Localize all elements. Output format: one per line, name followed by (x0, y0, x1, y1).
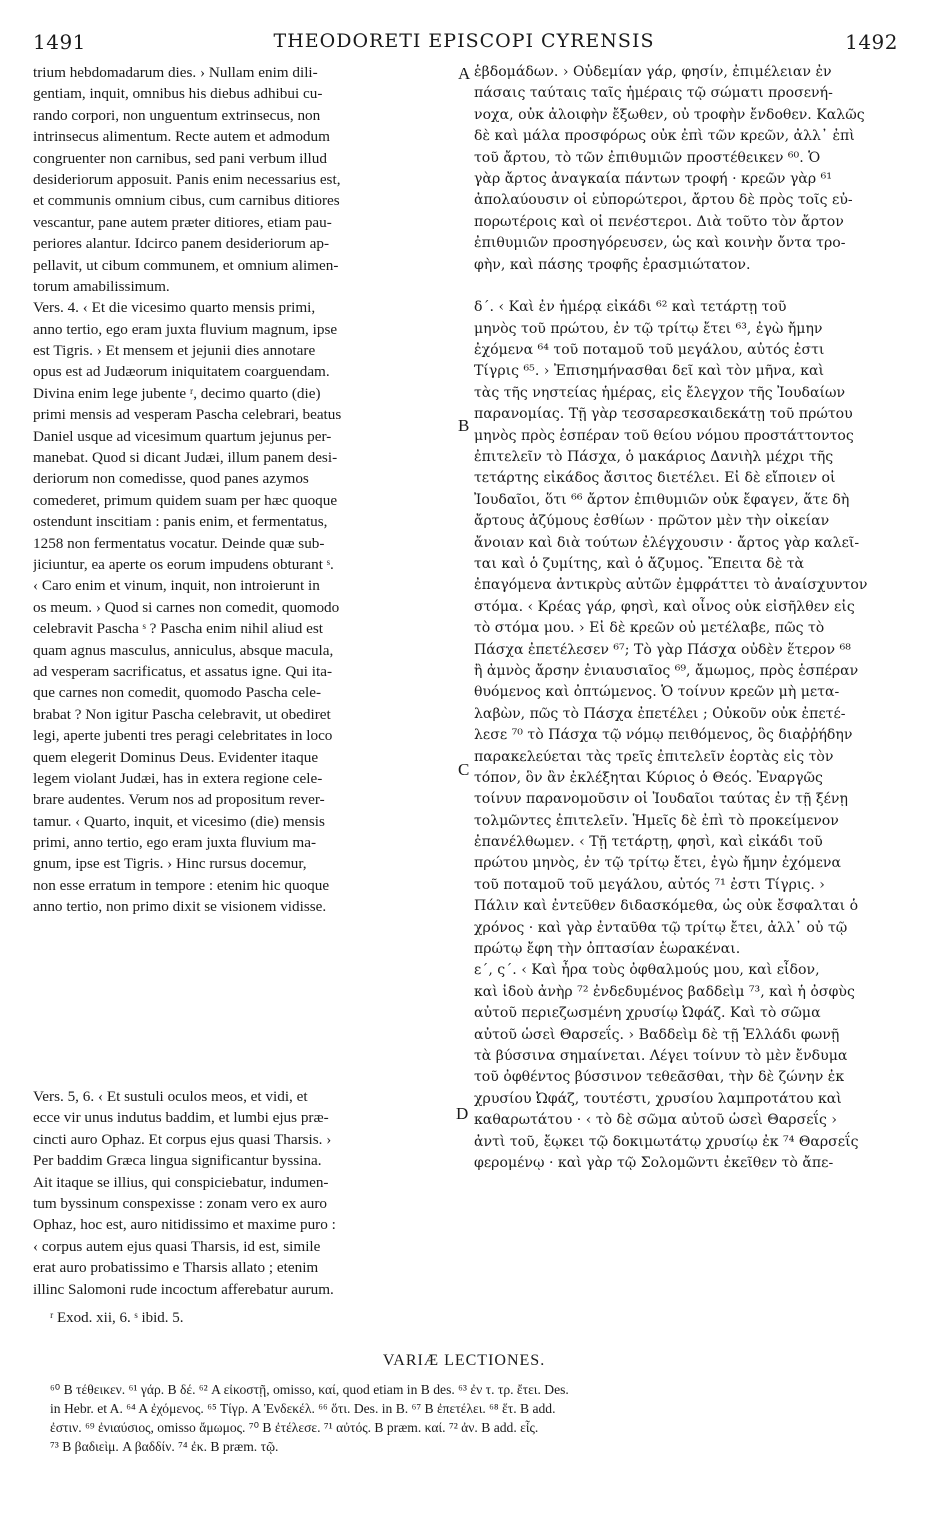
text-line: μηνὸς πρὸς ἑσπέραν τοῦ θείου νόμου προστάττοντος (474, 427, 854, 444)
text-line: os meum. › Quod si carnes non comedit, quomodo (33, 598, 340, 616)
text-line: Ait itaque se illius, qui conspiciebatur, indumen- (33, 1173, 329, 1191)
text-line: legi, aperte jubenti tres peragi celebritates in loco (33, 727, 333, 745)
text-line: ⁶⁰ B τέθεικεν. ⁶¹ γάρ. B δέ. ⁶² A εἰκοστῇ, omisso, καί, quod etiam in B des. ⁶³ ἐν τ. τρ. ἔτει. Des. (50, 1382, 569, 1397)
text-line: celebravit Pascha ˢ ? Pascha enim nihil aliud est (33, 620, 324, 638)
text-line: ε΄, ς΄. ‹ Καὶ ἦρα τοὺς ὀφθαλμούς μου, καὶ εἶδον, (474, 962, 820, 979)
text-line: νοχα, οὐκ ἀλοιφὴν ἔξωθεν, οὐ τροφὴν ἔνδοθεν. Καλῶς (474, 106, 865, 123)
text-line: erat auro probatissimo e Tharsis allato ; etenim (33, 1259, 319, 1277)
text-line: τὰ βύσσινα σημαίνεται. Λέγει τοίνυν τὸ μὲν ἔνδυμα (474, 1047, 848, 1064)
text-line: τολμῶντες ἐπιτελεῖν. Ἡμεῖς δὲ ἐπὶ τὸ προκείμενον (474, 812, 839, 829)
text-line: ἐπαγόμενα ἀντικρὺς αὐτῶν ἐμφράττει τὸ ἀναίσχυντον (474, 577, 868, 594)
text-line: Vers. 5, 6. ‹ Et sustuli oculos meos, et vidi, et (33, 1088, 308, 1105)
text-line: τὸ στόμα μου. › Εἰ δὲ κρεῶν οὐ μετέλαβε, πῶς τὸ (474, 620, 825, 637)
text-line (474, 276, 894, 297)
text-line: πρώτῳ ἔφη τὴν ὀπτασίαν ἑωρακέναι. (474, 941, 741, 958)
text-line: Daniel usque ad vicesimum quartum jejunus per- (33, 427, 332, 445)
text-line: gentiam, inquit, omnibus his diebus adhibui cu- (33, 85, 323, 103)
text-line: illinc Salomoni rude incoctum afferebatur aurum. (33, 1280, 334, 1298)
text-line: χρόνος · καὶ γὰρ ἐνταῦθα τῷ τρίτῳ ἔτει, ἀλλ᾽ οὐ τῷ (474, 919, 848, 936)
latin-column (33, 62, 451, 918)
text-line: Πάσχα ἐπετέλεσεν ⁶⁷; Τὸ γὰρ Πάσχα οὐδὲν ἕτερον ⁶⁸ (474, 641, 851, 658)
right-page-number: 1492 (845, 30, 898, 54)
text-line: intrinsecus alimentum. Recte autem et admodum (33, 128, 330, 146)
text-line: est Tigris. › Et mensem et jejunii dies annotare (33, 342, 316, 360)
text-line: ἀπολαύουσιν οἱ εὐπορώτεροι, ἄρτου δὲ πρὸς τοῖς εὐ- (474, 192, 853, 209)
footnote: ʳ Exod. xii, 6. ˢ ibid. 5. (50, 1310, 184, 1326)
margin-marker-c: C (458, 760, 470, 779)
text-line: χρυσίου Ὠφάζ, τουτέστι, χρυσίου λαμπροτάτου καὶ (474, 1090, 842, 1107)
text-line: ἐστιν. ⁶⁹ ἐνιαύσιος, omisso ἄμωμος. ⁷⁰ B ἐτέλεσε. ⁷¹ αὐτός. B præm. καί. ⁷² ἀν. B add. εἷς. (50, 1420, 539, 1435)
text-line: καθαρωτάτου · ‹ τὸ δὲ σῶμα αὐτοῦ ὡσεὶ Θαρσεΐς › (474, 1112, 838, 1129)
text-line: ται καὶ ὁ ζυμίτης, καὶ ὁ ἄζυμος. Ἔπειτα δὲ τὰ (474, 555, 805, 572)
text-line: λαβὼν, πῶς τὸ Πάσχα ἐπετέλει ; Οὐκοῦν οὐκ ἐπετέ- (474, 705, 846, 722)
text-line: πρώτου μηνὸς, ἐν τῷ τρίτῳ ἔτει, ἐγὼ ἤμην ἐχόμενα (474, 855, 841, 872)
text-line: Per baddim Græca lingua significantur byssina. (33, 1152, 322, 1170)
text-line: ἐχόμενα ⁶⁴ τοῦ ποταμοῦ τοῦ μεγάλου, αὐτός ἐστι (474, 342, 825, 359)
text-line: ἀντὶ τοῦ, ἔῳκει τῷ δοκιμωτάτῳ χρυσίῳ ἐκ ⁷⁴ Θαρσεΐς (474, 1133, 859, 1150)
text-line: γὰρ ἄρτος ἀναγκαία πάντων τροφή · κρεῶν γὰρ ⁶¹ (474, 170, 832, 187)
text-line: ecce vir unus indutus baddim, et lumbi ejus præ- (33, 1109, 329, 1127)
text-line: ἐπιτελεῖν τὸ Πάσχα, ὁ μακάριος Δανιὴλ μέχρι τῆς (474, 449, 834, 466)
text-line: tamur. ‹ Quarto, inquit, et vicesimo (die) mensis (33, 812, 325, 830)
text-line: et communis omnium cibus, cum carnibus ditiores (33, 192, 340, 210)
text-line: desideriorum apposuit. Panis enim necessarius est, (33, 170, 341, 188)
text-line: opus est ad Judæorum iniquitatem coarguendam. (33, 363, 330, 381)
text-line: periores alantur. Idcirco panem desideriorum ap- (33, 235, 330, 253)
running-title: THEODORETI EPISCOPI CYRENSIS (273, 30, 655, 52)
text-line: tum byssinum conspexisse : zonam vero ex auro (33, 1194, 327, 1212)
text-line: quem elegerit Dominus Deus. Evidenter itaque (33, 748, 319, 766)
latin-column-continued (33, 1086, 451, 1300)
text-line: rando corpori, non unguentum extrinsecus, non (33, 106, 321, 124)
margin-marker-b: B (458, 416, 470, 435)
text-line: τοῦ ὀφθέντος βύσσινον τεθεᾶσθαι, τὴν δὲ ζώνην ἐκ (474, 1069, 845, 1086)
text-line: ⁷³ B βαδιεὶμ. A βαδδίν. ⁷⁴ ἐκ. B præm. τῷ. (50, 1439, 279, 1454)
text-line: vescantur, pane autem præter ditiores, etiam pau- (33, 213, 332, 231)
text-line: τοίνυν παρανομοῦσιν οἱ Ἰουδαῖοι ταύτας ἐν τῇ ξένῃ (474, 791, 848, 808)
text-line: trium hebdomadarum dies. › Nullam enim dili- (33, 64, 318, 81)
text-line: 1258 non fermentatus vocatur. Deinde quæ sub- (33, 534, 325, 552)
text-line: ‹ Caro enim et vinum, inquit, non introierunt in (33, 577, 320, 595)
text-line: παρακελεύεται τὰς τρεῖς ἐπιτελεῖν ἑορτὰς εἰς τὸν (474, 748, 834, 765)
variae-lectiones (50, 1380, 898, 1456)
text-line: torum amabilissimum. (33, 277, 170, 295)
text-line: ἄρτους ἀζύμους ἐσθίων · πρῶτον μὲν τὴν οἰκείαν (474, 513, 830, 530)
text-line: anno tertio, ego eram juxta fluvium magnum, ipse (33, 320, 338, 338)
text-line: gnum, ipse est Tigris. › Hinc rursus docemur, (33, 855, 307, 873)
left-page-number: 1491 (33, 30, 86, 54)
text-line: comederet, primum quidem suam per hæc quoque (33, 491, 338, 509)
text-line: anno tertio, non primo dixit se visionem vidisse. (33, 898, 327, 916)
text-line: ἐπανέλθωμεν. ‹ Τῇ τετάρτῃ, φησὶ, καὶ εἰκάδι τοῦ (474, 834, 823, 851)
text-line: brare audentes. Verum nos ad propositum rever- (33, 791, 325, 809)
text-line: ἄνοιαν καὶ διὰ τούτων ἐλέγχουσιν · ἄρτος γὰρ καλεῖ- (474, 534, 860, 551)
text-line: non esse erratum in tempore : etenim hic quoque (33, 876, 330, 894)
text-line: quam agnus masculus, anniculus, absque macula, (33, 641, 334, 659)
text-line: πορωτέροις καὶ οἱ πενέστεροι. Διὰ τοῦτο τὸν ἄρτον (474, 213, 844, 230)
text-line: manebat. Quod si dicant Judæi, illum panem desi- (33, 449, 338, 467)
text-line: πάσαις ταύταις ταῖς ἡμέραις τῷ σώματι προσενή- (474, 85, 833, 102)
text-line: primi mensis ad vesperam Pascha celebrari, beatus (33, 406, 342, 424)
text-line: Vers. 4. ‹ Et die vicesimo quarto mensis primi, (33, 299, 316, 317)
text-line: αὐτοῦ ὡσεὶ Θαρσεΐς. › Βαδδεὶμ δὲ τῇ Ἑλλάδι φωνῇ (474, 1026, 840, 1043)
text-line: θυόμενος καὶ ὀπτώμενος. Ὁ τοίνυν κρεῶν μὴ μετα- (474, 684, 840, 701)
text-line: ad vesperam sacrificatus, et assatus igne. Qui ita- (33, 662, 333, 680)
text-line: δὲ καὶ μάλα προσφόρως οὐκ ἐπὶ τῶν κρεῶν, ἀλλ᾽ ἐπὶ (474, 128, 855, 145)
text-line: στόμα. ‹ Κρέας γάρ, φησὶ, καὶ οἶνος οὐκ εἰσῆλθεν εἰς (474, 598, 855, 615)
text-line: φερομένῳ · καὶ γὰρ τῷ Σολομῶντι ἐκεῖθεν τὸ ἄπε- (474, 1154, 834, 1171)
text-line: jiciuntur, ea aperte os eorum impudens obturant ˢ. (33, 555, 334, 573)
text-line: ‹ corpus autem ejus quasi Tharsis, id est, simile (33, 1237, 321, 1255)
greek-column (474, 62, 894, 1174)
text-line: ostendunt inscitiam : panis enim, et fermentatus, (33, 513, 328, 531)
text-line: cincti auro Ophaz. Et corpus ejus quasi Tharsis. › (33, 1130, 332, 1148)
text-line: congruenter non carnibus, sed pani verbum illud (33, 149, 327, 167)
text-line: Divina enim lege jubente ʳ, decimo quarto (die) (33, 384, 321, 402)
text-line: in Hebr. et A. ⁶⁴ A ἐχόμενος. ⁶⁵ Τίγρ. A Ἐνδεκέλ. ⁶⁶ ὅτι. Des. in B. ⁶⁷ B ἐπετέλει. ⁶⁸ ἕτ. B add. (50, 1401, 556, 1416)
text-line: deriorum non comedisse, quod panes azymos (33, 470, 309, 488)
text-line: legem violant Judæi, has in extera regione cele- (33, 769, 323, 787)
text-line: ἑβδομάδων. › Οὐδεμίαν γάρ, φησίν, ἐπιμέλειαν ἐν (474, 64, 832, 80)
text-line: Ἰουδαῖοι, ὅτι ⁶⁶ ἄρτον ἐπιθυμιῶν οὐκ ἔφαγεν, ἅτε δὴ (474, 491, 850, 508)
text-line: primi, anno tertio, ego eram juxta fluvium ma- (33, 834, 317, 852)
text-line: παρανομίας. Τῇ γὰρ τεσσαρεσκαιδεκάτῃ τοῦ πρώτου (474, 406, 853, 423)
text-line: καὶ ἰδοὺ ἀνὴρ ⁷² ἐνδεδυμένος βαδδεὶμ ⁷³, καὶ ἡ ὀσφὺς (474, 983, 855, 1000)
text-line: μηνὸς τοῦ πρώτου, ἐν τῷ τρίτῳ ἔτει ⁶³, ἐγὼ ἤμην (474, 320, 823, 337)
text-line: brabat ? Non igitur Pascha celebravit, ut obediret (33, 705, 331, 723)
text-line: Πάλιν καὶ ἐντεῦθεν διδασκόμεθα, ὡς οὐκ ἔσφαλται ὁ (474, 898, 859, 915)
text-line: λεσε ⁷⁰ τὸ Πάσχα τῷ νόμῳ πειθόμενος, ὃς διαῤῥήδην (474, 727, 853, 744)
text-line: ἢ ἀμνὸς ἄρσην ἐνιαυσιαῖος ⁶⁹, ἄμωμος, πρὸς ἑσπέραν (474, 662, 859, 679)
text-line: τετάρτης εἰκάδος ἄσιτος διετέλει. Εἰ δὲ εἴποιεν οἱ (474, 470, 836, 487)
margin-marker-a: A (458, 64, 471, 83)
text-line: τοῦ ἄρτου, τὸ τῶν ἐπιθυμιῶν προστέθεικεν ⁶⁰. Ὁ (474, 149, 821, 166)
text-line: τόπον, ὃν ἂν ἐκλέξηται Κύριος ὁ Θεός. Ἐναργῶς (474, 769, 823, 786)
text-line: τὰς τῆς νηστείας ἡμέρας, εἰς ἔλεγχον τῆς Ἰουδαίων (474, 384, 846, 401)
text-line: φὴν, καὶ πάσης τροφῆς ἐρασμιώτατον. (474, 256, 751, 273)
text-line: que carnes non comedit, quomodo Pascha cele- (33, 684, 322, 702)
text-line: pellavit, ut cibum communem, et omnium alimen- (33, 256, 339, 274)
text-line: αὐτοῦ περιεζωσμένη χρυσίῳ Ὠφάζ. Καὶ τὸ σῶμα (474, 1005, 821, 1022)
text-line: Ophaz, hoc est, auro nitidissimo et maxime puro : (33, 1216, 336, 1234)
text-line: Τίγρις ⁶⁵. › Ἐπισημήνασθαι δεῖ καὶ τὸν μῆνα, καὶ (474, 363, 825, 380)
text-line: τοῦ ποταμοῦ τοῦ μεγάλου, αὐτός ⁷¹ ἐστι Τίγρις. › (474, 876, 825, 893)
text-line: δ΄. ‹ Καὶ ἐν ἡμέρᾳ εἰκάδι ⁶² καὶ τετάρτῃ τοῦ (474, 299, 787, 316)
text-line: ἐπιθυμιῶν προσηγόρευσεν, ὡς καὶ κοινὴν ὄντα τρο- (474, 235, 846, 252)
variae-lectiones-heading: VARIÆ LECTIONES. (382, 1352, 546, 1369)
margin-marker-d: D (456, 1104, 469, 1123)
